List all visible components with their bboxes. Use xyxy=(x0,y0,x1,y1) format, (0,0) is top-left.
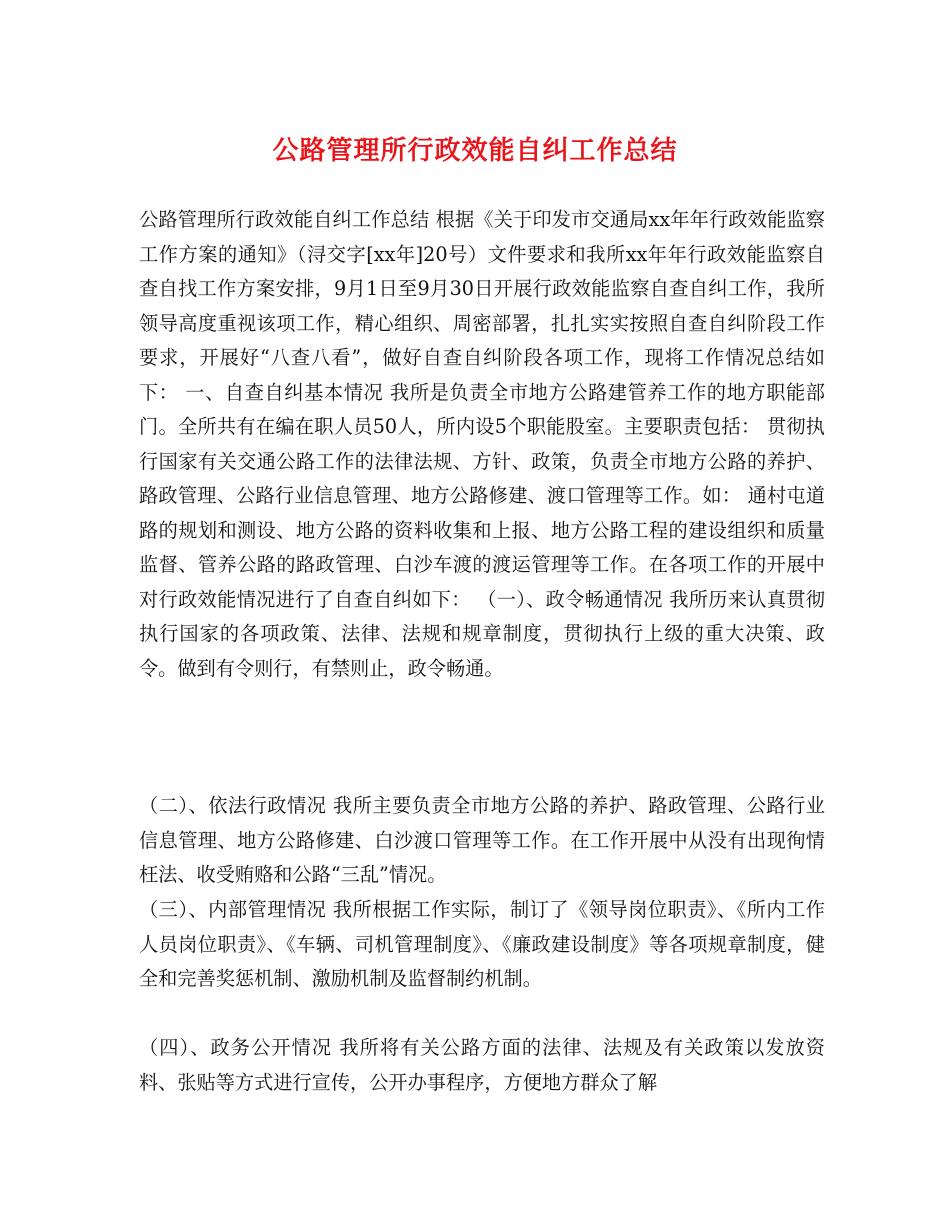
paragraph-text: （二）、依法行政情况 我所主要负责全市地方公路的养护、路政管理、公路行业信息管理、地方公路修建、白沙渡口管理等工作。在工作开展中从没有出现徇情枉法、收受贿赂和公路“三乱”情况。 xyxy=(139,794,825,886)
body-paragraph xyxy=(139,1031,825,1100)
paragraph-text: 公路管理所行政效能自纠工作总结 根据《关于印发市交通局xx年年行政效能监察工作方案的通知》（浔交字[xx年]20号）文件要求和我所xx年年行政效能监察自查自找工作方案安排，9月1日至9月30日开展行政效能监察自查自纠工作，我所领导高度重视该项工作，精心组织、周密部署，扎扎实实按照自查自纠阶段工作要求，开展好“八查八看”，做好自查自纠阶段各项工作，现将工作情况总结如下： 一、自查自纠基本情况 我所是负责全市地方公路建管养工作的地方职能部门。全所共有在编在职人员50人，所内设5个职能股室。主要职责包括： 贯彻执行国家有关交通公路工作的法律法规、方针、政策，负责全市地方公路的养护、路政管理、公路行业信息管理、地方公路修建、渡口管理等工作。如： 通村屯道路的规划和测设、地方公路的资料收集和上报、地方公路工程的建设组织和质量监督、管养公路的路政管理、白沙车渡的渡运管理等工作。在各项工作的开展中对行政效能情况进行了自查自纠如下： （一）、政令畅通情况 我所历来认真贯彻执行国家的各项政策、法律、法规和规章制度，贯彻执行上级的重大决策、政令。做到有令则行，有禁则止，政令畅通。 xyxy=(139,208,825,680)
body-paragraph xyxy=(139,893,825,997)
body-paragraph xyxy=(139,789,825,893)
body-paragraph xyxy=(139,203,825,686)
paragraph-text: （三）、内部管理情况 我所根据工作实际，制订了《领导岗位职责》、《所内工作人员岗位职责》、《车辆、司机管理制度》、《廉政建设制度》等各项规章制度，健全和完善奖惩机制、激励机制及监督制约机制。 xyxy=(139,898,825,990)
document-title: 公路管理所行政效能自纠工作总结 xyxy=(272,136,678,166)
paragraph-text: （四）、政务公开情况 我所将有关公路方面的法律、法规及有关政策以发放资料、张贴等方式进行宣传，公开办事程序，方便地方群众了解 xyxy=(139,1036,825,1094)
